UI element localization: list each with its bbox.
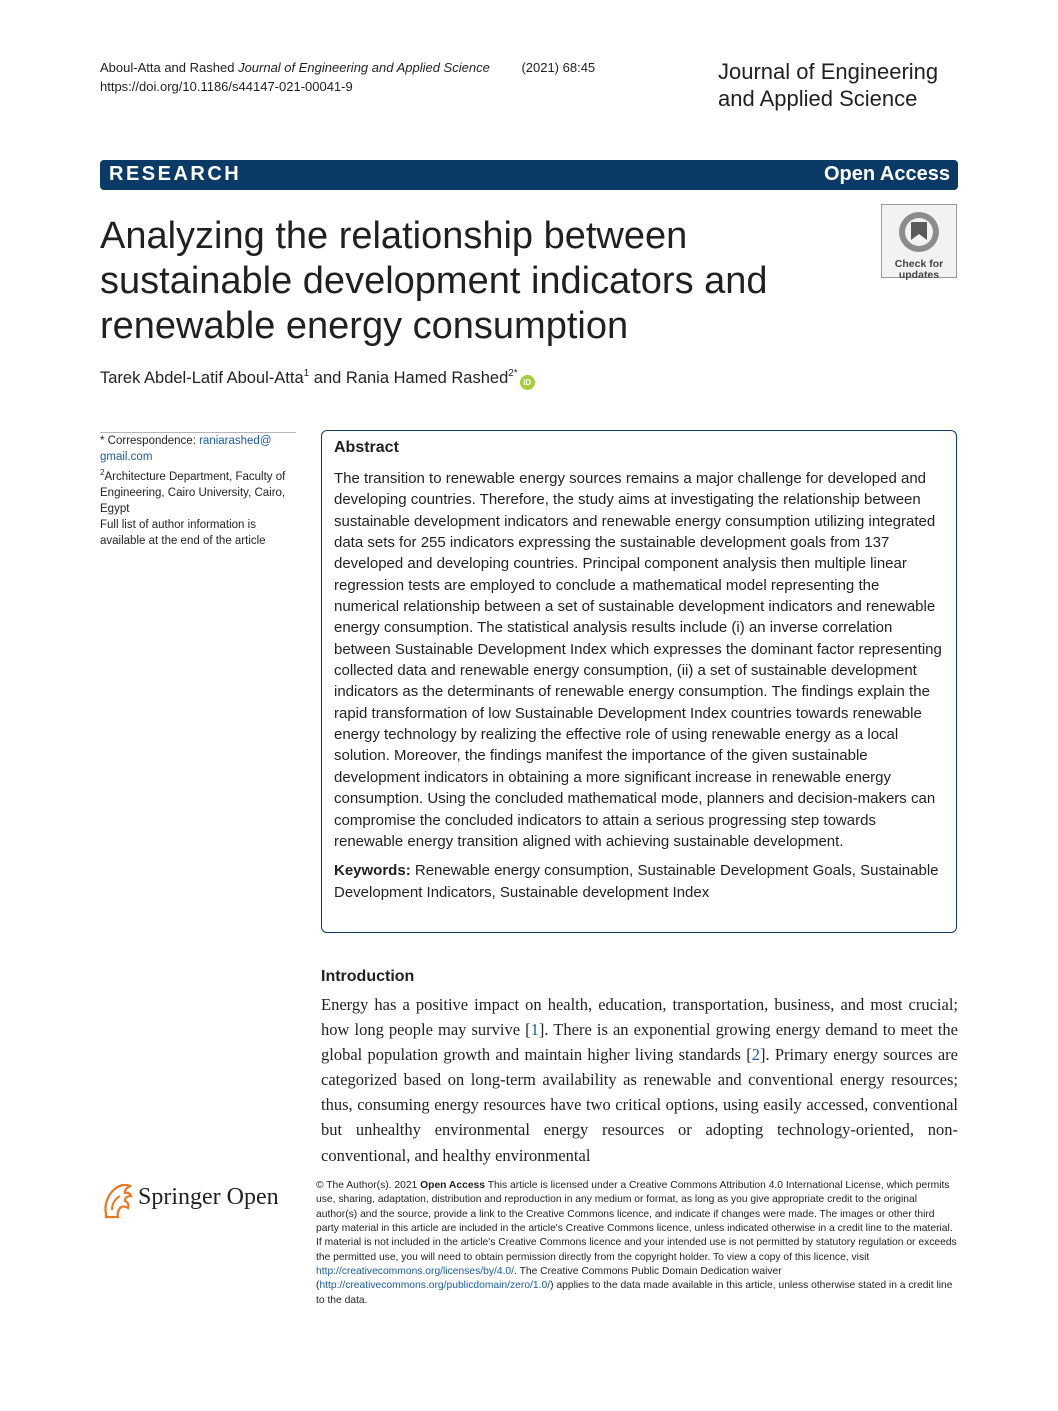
springer-open-suffix: Open bbox=[226, 1184, 279, 1210]
abstract-text: The transition to renewable energy sources remains a major challenge for developed and developing countries. Therefore, the study aims at investigating the relationship between sustainable development indicators and renewable energy consumption utilizing integrated data sets for 255 indicators expressing the sustainable development goals from 137 developed and developing countries. Principal component analysis then multiple linear regression tests are employed to conclude a mathematical model representing the numerical relationship between a set of sustainable development indicators and renewable energy consumption. The statistical analysis results include (i) an inverse correlation between Sustainable Development Index which expresses the dominant factor representing collected data and renewable energy consumption, (ii) a set of sustainable development indicators as the determinants of renewable energy consumption. The findings explain the rapid transformation of low Sustainable Development Index countries towards renewable energy technology by realizing the effective role of using renewable energy as a local solution. Moreover, the findings manifest the importance of the given sustainable development indicators in obtaining a more significant increase in renewable energy consumption. Using the concluded mathematical mode, planners and decision-makers can compromise the concluded indicators to attain a serious progressing step towards renewable energy transition aligned with achieving sustainable development. bbox=[334, 470, 942, 850]
header-doi[interactable]: https://doi.org/10.1186/s44147-021-00041-9 bbox=[100, 79, 353, 94]
author-1-name[interactable]: Tarek Abdel-Latif Aboul-Atta bbox=[100, 369, 304, 387]
article-type-label: RESEARCH bbox=[109, 163, 242, 185]
article-type-banner bbox=[100, 160, 958, 190]
abstract-heading: Abstract bbox=[334, 439, 399, 456]
journal-logo-line1: Journal of Engineering bbox=[718, 59, 939, 84]
license-url-cc-by[interactable]: http://creativecommons.org/licenses/by/4.0/ bbox=[316, 1266, 515, 1278]
author-1-affiliation: 1 bbox=[303, 368, 310, 379]
header-volume: (2021) 68:45 bbox=[521, 60, 596, 75]
springer-open-wordmark bbox=[138, 1184, 279, 1211]
license-statement bbox=[316, 1179, 958, 1308]
author-list bbox=[100, 368, 535, 390]
journal-logo-line2: and Applied Science bbox=[718, 86, 918, 111]
springer-horse-icon bbox=[100, 1180, 134, 1220]
springer-open-logo bbox=[100, 1180, 300, 1220]
springer-brand: Springer bbox=[138, 1184, 221, 1210]
abstract-box bbox=[321, 430, 957, 933]
running-header bbox=[100, 58, 660, 96]
correspondence-email-part1[interactable]: raniarashed@ bbox=[199, 435, 272, 447]
intro-text-3: ]. Primary energy sources are categorized based on long-term availability as renewable and conventional energy resources; thus, consuming energy resources have two critical options, using easily accessed, conventional but unhealthy environmental energy resources or adopting technology-oriented, non-conventional, and healthy environmental bbox=[321, 1045, 959, 1165]
header-authors: Aboul-Atta and Rashed bbox=[100, 60, 235, 75]
article-title: Analyzing the relationship between sustainable development indicators and renewable energy consumption bbox=[100, 215, 768, 347]
header-journal-name: Journal of Engineering and Applied Science bbox=[238, 60, 490, 75]
check-for-updates-button[interactable] bbox=[881, 204, 957, 281]
license-text-2: . The Creative Commons Public Domain Dedication waiver ( bbox=[316, 1266, 782, 1292]
license-text-1: This article is licensed under a Creative Commons Attribution 4.0 International License, which permits use, sharing, adaptation, distribution and reproduction in any medium or format, as long as you give appropriate credit to the original author(s) and the source, provide a link to the Creative Commons licence, and indicate if changes were made. The images or other third party material in this article are included in the article's Creative Commons licence, unless indicated otherwise in a credit line to the material. If material is not included in the article's Creative Commons licence and your intended use is not permitted by statutory regulation or exceeds the permitted use, you will need to obtain permission directly from the copyright holder. To view a copy of this licence, visit bbox=[316, 1180, 957, 1263]
license-open-access: Open Access bbox=[420, 1180, 486, 1191]
intro-text-1: Energy has a positive impact on health, education, transportation, business, and most crucial; how long people may survive [ bbox=[321, 995, 958, 1040]
affiliation-text: Architecture Department, Faculty of Engineering, Cairo University, Cairo, Egypt bbox=[100, 470, 286, 515]
orcid-icon[interactable]: iD bbox=[520, 375, 535, 390]
author-2-affiliation: 2* bbox=[508, 368, 518, 379]
correspondence bbox=[100, 433, 296, 465]
introduction-heading: Introduction bbox=[321, 968, 415, 985]
affiliation-number: 2 bbox=[100, 468, 105, 477]
check-updates-line2: updates bbox=[898, 269, 940, 281]
journal-logo-text bbox=[718, 58, 958, 112]
open-access-label: Open Access bbox=[824, 163, 950, 185]
full-author-info-note: Full list of author information is available at the end of the article bbox=[100, 518, 266, 547]
author-and: and bbox=[313, 369, 342, 387]
keywords-list: Renewable energy consumption, Sustainable Development Goals, Sustainable Development Indicators, Sustainable development Index bbox=[334, 862, 939, 901]
header-citation-line bbox=[100, 58, 660, 77]
correspondence-email-part2[interactable]: gmail.com bbox=[100, 451, 153, 463]
author-2-name[interactable]: Rania Hamed Rashed bbox=[345, 369, 509, 387]
intro-text-2: ]. There is an exponential growing energy demand to meet the global population growth and maintain higher living standards [ bbox=[321, 1020, 958, 1065]
correspondence-sidebar bbox=[100, 432, 296, 549]
affiliation bbox=[100, 465, 296, 517]
reference-link-1[interactable]: 1 bbox=[530, 1020, 539, 1040]
correspondence-label: * Correspondence: bbox=[100, 435, 200, 447]
license-text-3: ) applies to the data made available in this article, unless otherwise stated in a credit line to the data. bbox=[316, 1280, 953, 1306]
check-updates-line1: Check for bbox=[894, 258, 944, 270]
license-copyright: © The Author(s). 2021 bbox=[316, 1180, 421, 1191]
keywords bbox=[334, 860, 945, 903]
keywords-label: Keywords: bbox=[334, 862, 411, 880]
introduction-paragraph bbox=[321, 992, 958, 1168]
reference-link-2[interactable]: 2 bbox=[751, 1045, 760, 1065]
check-updates-icon bbox=[897, 210, 941, 254]
license-url-cc-zero[interactable]: http://creativecommons.org/publicdomain/zero/1.0/ bbox=[319, 1280, 551, 1292]
